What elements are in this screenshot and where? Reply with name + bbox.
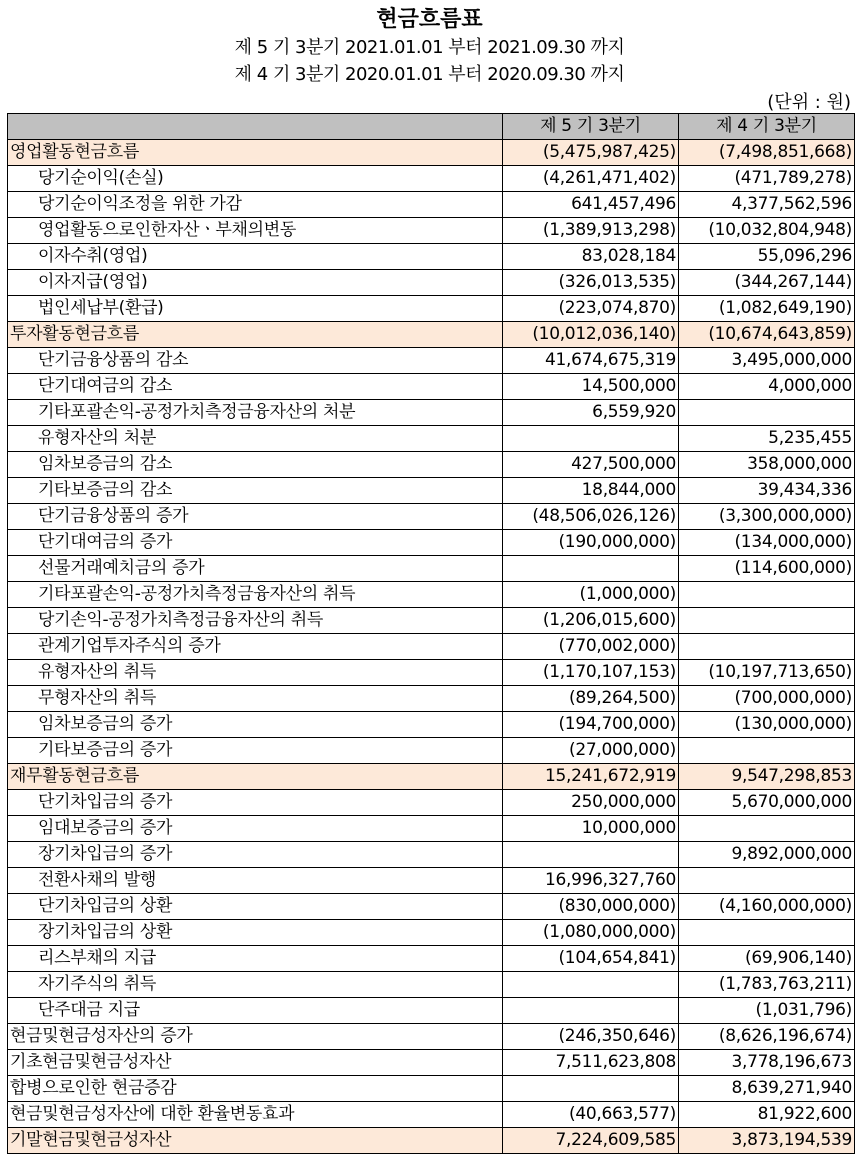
prior-period-value: 5,235,455: [679, 426, 855, 452]
table-row: [8, 1102, 855, 1128]
current-period-value: (40,663,577): [503, 1102, 679, 1128]
current-period-value: 41,674,675,319: [503, 348, 679, 374]
table-row: [8, 738, 855, 764]
table-row: [8, 660, 855, 686]
prior-period-value: 8,639,271,940: [679, 1076, 855, 1102]
row-label: 단기금융상품의 감소: [8, 348, 503, 374]
row-label: 무형자산의 취득: [8, 686, 503, 712]
row-label: 영업활동으로인한자산ㆍ부채의변동: [8, 218, 503, 244]
current-period-value: (48,506,026,126): [503, 504, 679, 530]
table-row: [8, 920, 855, 946]
current-period-value: 7,224,609,585: [503, 1128, 679, 1154]
current-period-value: (89,264,500): [503, 686, 679, 712]
prior-period-value: [679, 400, 855, 426]
table-body: [8, 140, 855, 1154]
table-row: [8, 842, 855, 868]
prior-period-value: (1,082,649,190): [679, 296, 855, 322]
row-label: 유형자산의 처분: [8, 426, 503, 452]
table-row: [8, 556, 855, 582]
table-header-row: [8, 114, 855, 140]
current-period-value: 250,000,000: [503, 790, 679, 816]
prior-period-value: [679, 608, 855, 634]
current-period-value: (4,261,471,402): [503, 166, 679, 192]
prior-period-value: (134,000,000): [679, 530, 855, 556]
current-period-value: 427,500,000: [503, 452, 679, 478]
row-label: 단기대여금의 감소: [8, 374, 503, 400]
prior-period-value: 9,547,298,853: [679, 764, 855, 790]
current-period-value: (27,000,000): [503, 738, 679, 764]
prior-period-value: 55,096,296: [679, 244, 855, 270]
row-label: 기타보증금의 감소: [8, 478, 503, 504]
table-row: [8, 478, 855, 504]
row-label: 영업활동현금흐름: [8, 140, 503, 166]
prior-period-value: [679, 920, 855, 946]
row-label: 현금및현금성자산의 증가: [8, 1024, 503, 1050]
prior-period-value: 4,000,000: [679, 374, 855, 400]
table-row: [8, 634, 855, 660]
table-row: [8, 400, 855, 426]
row-label: 이자지급(영업): [8, 270, 503, 296]
current-period-value: (1,206,015,600): [503, 608, 679, 634]
table-row: [8, 426, 855, 452]
row-label: 투자활동현금흐름: [8, 322, 503, 348]
row-label: 당기손익-공정가치측정금융자산의 취득: [8, 608, 503, 634]
prior-period-value: (1,783,763,211): [679, 972, 855, 998]
current-period-value: (1,170,107,153): [503, 660, 679, 686]
current-period-value: 16,996,327,760: [503, 868, 679, 894]
table-row: [8, 166, 855, 192]
current-period-value: 14,500,000: [503, 374, 679, 400]
prior-period-value: (130,000,000): [679, 712, 855, 738]
row-label: 관계기업투자주식의 증가: [8, 634, 503, 660]
table-row: [8, 192, 855, 218]
unit-label: (단위 : 원): [767, 92, 851, 113]
row-label: 장기차입금의 상환: [8, 920, 503, 946]
prior-period-value: 39,434,336: [679, 478, 855, 504]
current-period-value: (1,080,000,000): [503, 920, 679, 946]
prior-period-value: (471,789,278): [679, 166, 855, 192]
row-label: 기타포괄손익-공정가치측정금융자산의 처분: [8, 400, 503, 426]
current-period-value: (223,074,870): [503, 296, 679, 322]
row-label: 단기차입금의 증가: [8, 790, 503, 816]
table-row: [8, 712, 855, 738]
row-label: 기타포괄손익-공정가치측정금융자산의 취득: [8, 582, 503, 608]
current-period-value: 7,511,623,808: [503, 1050, 679, 1076]
row-label: 유형자산의 취득: [8, 660, 503, 686]
table-row: [8, 894, 855, 920]
table-row: [8, 348, 855, 374]
row-label: 장기차입금의 증가: [8, 842, 503, 868]
current-period-value: (770,002,000): [503, 634, 679, 660]
table-row: [8, 322, 855, 348]
row-label: 단기차입금의 상환: [8, 894, 503, 920]
prior-period-value: (10,674,643,859): [679, 322, 855, 348]
table-row: [8, 998, 855, 1024]
prior-period-value: (1,031,796): [679, 998, 855, 1024]
prior-period-value: (7,498,851,668): [679, 140, 855, 166]
current-period-value: (5,475,987,425): [503, 140, 679, 166]
row-label: 임대보증금의 증가: [8, 816, 503, 842]
prior-period-value: 358,000,000: [679, 452, 855, 478]
prior-period-value: 5,670,000,000: [679, 790, 855, 816]
prior-period-value: 3,778,196,673: [679, 1050, 855, 1076]
prior-period-value: [679, 868, 855, 894]
row-label: 선물거래예치금의 증가: [8, 556, 503, 582]
row-label: 단기금융상품의 증가: [8, 504, 503, 530]
table-row: [8, 296, 855, 322]
row-label: 현금및현금성자산에 대한 환율변동효과: [8, 1102, 503, 1128]
current-period-value: (190,000,000): [503, 530, 679, 556]
header-label: [8, 114, 503, 140]
prior-period-value: (4,160,000,000): [679, 894, 855, 920]
current-period-value: (10,012,036,140): [503, 322, 679, 348]
row-label: 재무활동현금흐름: [8, 764, 503, 790]
row-label: 기타보증금의 증가: [8, 738, 503, 764]
current-period-value: (246,350,646): [503, 1024, 679, 1050]
prior-period-value: (10,032,804,948): [679, 218, 855, 244]
current-period-value: [503, 842, 679, 868]
prior-period-value: (10,197,713,650): [679, 660, 855, 686]
current-period-value: (326,013,535): [503, 270, 679, 296]
prior-period-value: (344,267,144): [679, 270, 855, 296]
table-row: [8, 868, 855, 894]
prior-period-value: (114,600,000): [679, 556, 855, 582]
row-label: 법인세납부(환급): [8, 296, 503, 322]
prior-period-value: (69,906,140): [679, 946, 855, 972]
current-period-value: 18,844,000: [503, 478, 679, 504]
table-row: [8, 140, 855, 166]
table-row: [8, 270, 855, 296]
document-title: 현금흐름표: [376, 7, 483, 32]
prior-period-value: 4,377,562,596: [679, 192, 855, 218]
row-label: 단주대금 지급: [8, 998, 503, 1024]
table-row: [8, 608, 855, 634]
table-row: [8, 972, 855, 998]
table-row: [8, 790, 855, 816]
prior-period-value: 9,892,000,000: [679, 842, 855, 868]
table-row: [8, 374, 855, 400]
current-period-value: [503, 556, 679, 582]
row-label: 자기주식의 취득: [8, 972, 503, 998]
row-label: 임차보증금의 감소: [8, 452, 503, 478]
prior-period-value: 81,922,600: [679, 1102, 855, 1128]
table-row: [8, 218, 855, 244]
table-row: [8, 452, 855, 478]
prior-period-value: (700,000,000): [679, 686, 855, 712]
cash-flow-table: [7, 113, 855, 1154]
current-period-value: [503, 426, 679, 452]
current-period-value: [503, 972, 679, 998]
current-period-value: 83,028,184: [503, 244, 679, 270]
current-period-value: (194,700,000): [503, 712, 679, 738]
current-period-value: 641,457,496: [503, 192, 679, 218]
row-label: 기초현금및현금성자산: [8, 1050, 503, 1076]
table-row: [8, 530, 855, 556]
row-label: 이자수취(영업): [8, 244, 503, 270]
table-row: [8, 244, 855, 270]
table-row: [8, 582, 855, 608]
prior-period-value: 3,495,000,000: [679, 348, 855, 374]
header-prior-period: 제 4 기 3분기: [679, 114, 855, 140]
prior-period-value: [679, 816, 855, 842]
prior-period-value: [679, 582, 855, 608]
row-label: 단기대여금의 증가: [8, 530, 503, 556]
table-row: [8, 764, 855, 790]
current-period-value: (1,000,000): [503, 582, 679, 608]
current-period-value: [503, 998, 679, 1024]
table-row: [8, 1076, 855, 1102]
header-current-period: 제 5 기 3분기: [503, 114, 679, 140]
prior-period-value: 3,873,194,539: [679, 1128, 855, 1154]
row-label: 당기순이익(손실): [8, 166, 503, 192]
table-row: [8, 1024, 855, 1050]
prior-period-value: [679, 738, 855, 764]
current-period-value: (830,000,000): [503, 894, 679, 920]
current-period-value: 15,241,672,919: [503, 764, 679, 790]
current-period-value: (1,389,913,298): [503, 218, 679, 244]
period-prior: 제 4 기 3분기 2020.01.01 부터 2020.09.30 까지: [234, 64, 625, 85]
period-current: 제 5 기 3분기 2021.01.01 부터 2021.09.30 까지: [234, 37, 625, 58]
table-row: [8, 504, 855, 530]
prior-period-value: (8,626,196,674): [679, 1024, 855, 1050]
row-label: 임차보증금의 증가: [8, 712, 503, 738]
prior-period-value: (3,300,000,000): [679, 504, 855, 530]
current-period-value: (104,654,841): [503, 946, 679, 972]
table-row: [8, 1128, 855, 1154]
row-label: 기말현금및현금성자산: [8, 1128, 503, 1154]
row-label: 합병으로인한 현금증감: [8, 1076, 503, 1102]
table-row: [8, 1050, 855, 1076]
prior-period-value: [679, 634, 855, 660]
current-period-value: [503, 1076, 679, 1102]
table-row: [8, 946, 855, 972]
current-period-value: 6,559,920: [503, 400, 679, 426]
row-label: 리스부채의 지급: [8, 946, 503, 972]
current-period-value: 10,000,000: [503, 816, 679, 842]
table-row: [8, 686, 855, 712]
table-row: [8, 816, 855, 842]
row-label: 전환사채의 발행: [8, 868, 503, 894]
row-label: 당기순이익조정을 위한 가감: [8, 192, 503, 218]
